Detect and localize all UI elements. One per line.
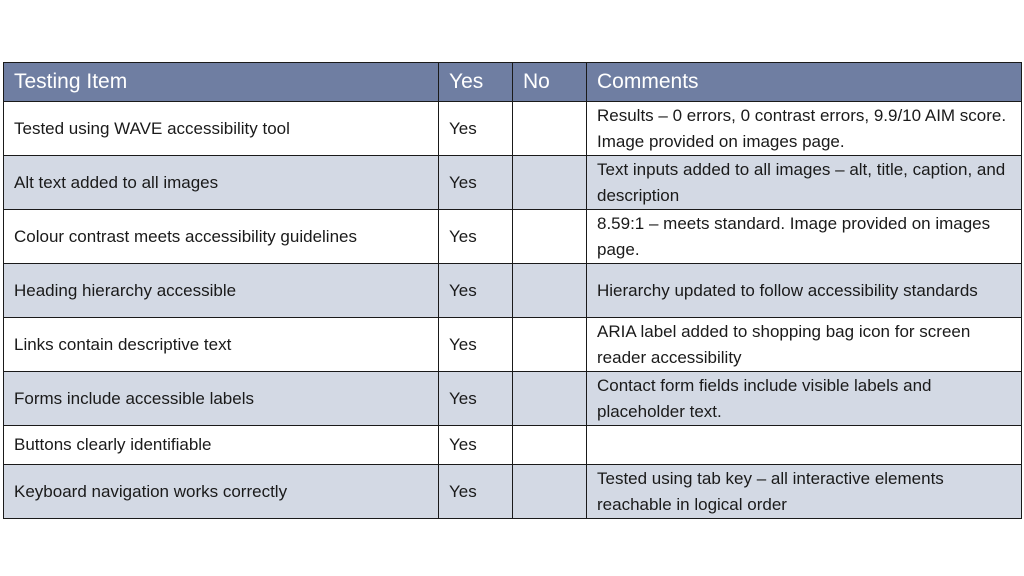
cell-comments: ARIA label added to shopping bag icon for screen reader accessibility <box>587 318 1022 372</box>
header-row <box>4 63 1022 102</box>
cell-yes: Yes <box>439 318 513 372</box>
cell-comments: Tested using tab key – all interactive elements reachable in logical order <box>587 465 1022 519</box>
cell-no <box>513 372 587 426</box>
header-yes: Yes <box>439 63 513 102</box>
cell-no <box>513 318 587 372</box>
cell-no <box>513 426 587 465</box>
cell-no <box>513 465 587 519</box>
table-row <box>4 102 1022 156</box>
cell-testing-item: Heading hierarchy accessible <box>4 264 439 318</box>
cell-testing-item: Forms include accessible labels <box>4 372 439 426</box>
cell-no <box>513 264 587 318</box>
cell-comments: 8.59:1 – meets standard. Image provided on images page. <box>587 210 1022 264</box>
cell-testing-item: Tested using WAVE accessibility tool <box>4 102 439 156</box>
cell-comments: Contact form fields include visible labels and placeholder text. <box>587 372 1022 426</box>
header-testing-item: Testing Item <box>4 63 439 102</box>
accessibility-testing-table <box>3 62 1022 519</box>
cell-testing-item: Links contain descriptive text <box>4 318 439 372</box>
table-row <box>4 465 1022 519</box>
table-header <box>4 63 1022 102</box>
cell-testing-item: Alt text added to all images <box>4 156 439 210</box>
cell-yes: Yes <box>439 264 513 318</box>
testing-table-container <box>3 62 1021 519</box>
table-row <box>4 156 1022 210</box>
cell-yes: Yes <box>439 102 513 156</box>
table-body <box>4 102 1022 519</box>
cell-no <box>513 102 587 156</box>
cell-yes: Yes <box>439 156 513 210</box>
cell-testing-item: Keyboard navigation works correctly <box>4 465 439 519</box>
cell-testing-item: Colour contrast meets accessibility guidelines <box>4 210 439 264</box>
cell-comments <box>587 426 1022 465</box>
table-row <box>4 210 1022 264</box>
cell-testing-item: Buttons clearly identifiable <box>4 426 439 465</box>
table-row <box>4 318 1022 372</box>
cell-yes: Yes <box>439 210 513 264</box>
cell-comments: Text inputs added to all images – alt, title, caption, and description <box>587 156 1022 210</box>
cell-no <box>513 156 587 210</box>
cell-comments: Results – 0 errors, 0 contrast errors, 9.9/10 AIM score. Image provided on images page. <box>587 102 1022 156</box>
cell-comments: Hierarchy updated to follow accessibility standards <box>587 264 1022 318</box>
table-row <box>4 264 1022 318</box>
table-row <box>4 426 1022 465</box>
cell-yes: Yes <box>439 372 513 426</box>
cell-no <box>513 210 587 264</box>
cell-yes: Yes <box>439 426 513 465</box>
table-row <box>4 372 1022 426</box>
header-no: No <box>513 63 587 102</box>
header-comments: Comments <box>587 63 1022 102</box>
cell-yes: Yes <box>439 465 513 519</box>
